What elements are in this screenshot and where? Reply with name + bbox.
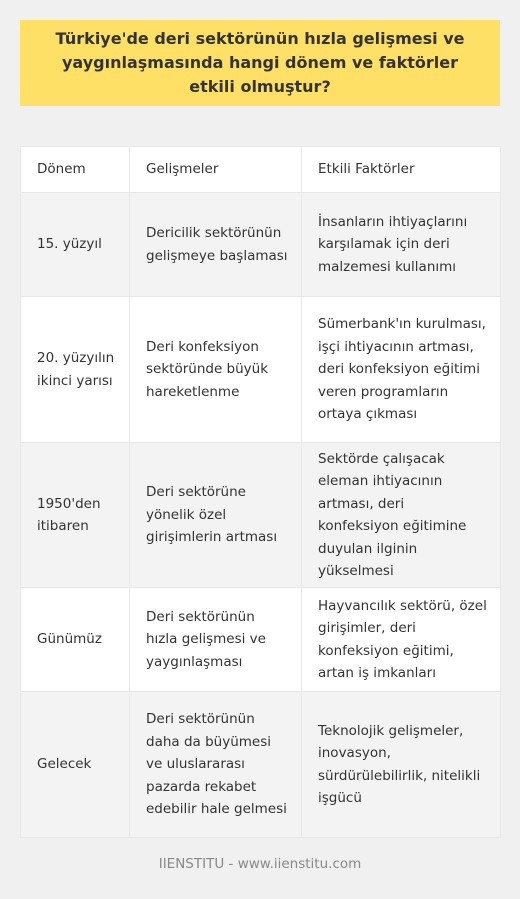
header-cell-factors: Etkili Faktörler: [302, 147, 501, 193]
header-cell-developments: Gelişmeler: [130, 147, 302, 193]
table-row: [21, 588, 501, 692]
title-banner: [20, 20, 500, 106]
cell-development: Deri sektörünün daha da büyümesi ve uluslararası pazarda rekabet edebilir hale gelmesi: [130, 692, 302, 838]
cell-period: Günümüz: [21, 588, 130, 692]
data-table: [20, 146, 501, 838]
cell-factors: Sümerbank'ın kurulması, işçi ihtiyacının artması, deri konfeksiyon eğitimi veren programların ortaya çıkması: [302, 297, 501, 443]
table-row: [21, 193, 501, 297]
header-cell-period: Dönem: [21, 147, 130, 193]
cell-period: 20. yüzyılın ikinci yarısı: [21, 297, 130, 443]
table-row: [21, 443, 501, 588]
table-header-row: [21, 147, 501, 193]
cell-factors: Hayvancılık sektörü, özel girişimler, deri konfeksiyon eğitimi, artan iş imkanları: [302, 588, 501, 692]
cell-development: Dericilik sektörünün gelişmeye başlaması: [130, 193, 302, 297]
footer-credit: IIENSTITU - www.iienstitu.com: [158, 856, 362, 872]
cell-period: 1950'den itibaren: [21, 443, 130, 588]
cell-period: Gelecek: [21, 692, 130, 838]
cell-development: Deri sektörünün hızla gelişmesi ve yaygınlaşması: [130, 588, 302, 692]
cell-factors: İnsanların ihtiyaçlarını karşılamak için deri malzemesi kullanımı: [302, 193, 501, 297]
page-title: Türkiye'de deri sektörünün hızla gelişmesi ve yaygınlaşmasında hangi dönem ve faktörler etkili olmuştur?: [55, 29, 465, 96]
cell-development: Deri konfeksiyon sektöründe büyük hareketlenme: [130, 297, 302, 443]
cell-factors: Sektörde çalışacak eleman ihtiyacının artması, deri konfeksiyon eğitimine duyulan ilginin yükselmesi: [302, 443, 501, 588]
table-row: [21, 297, 501, 443]
cell-factors: Teknolojik gelişmeler, inovasyon, sürdürülebilirlik, nitelikli işgücü: [302, 692, 501, 838]
cell-period: 15. yüzyıl: [21, 193, 130, 297]
cell-development: Deri sektörüne yönelik özel girişimlerin artması: [130, 443, 302, 588]
table-row: [21, 692, 501, 838]
